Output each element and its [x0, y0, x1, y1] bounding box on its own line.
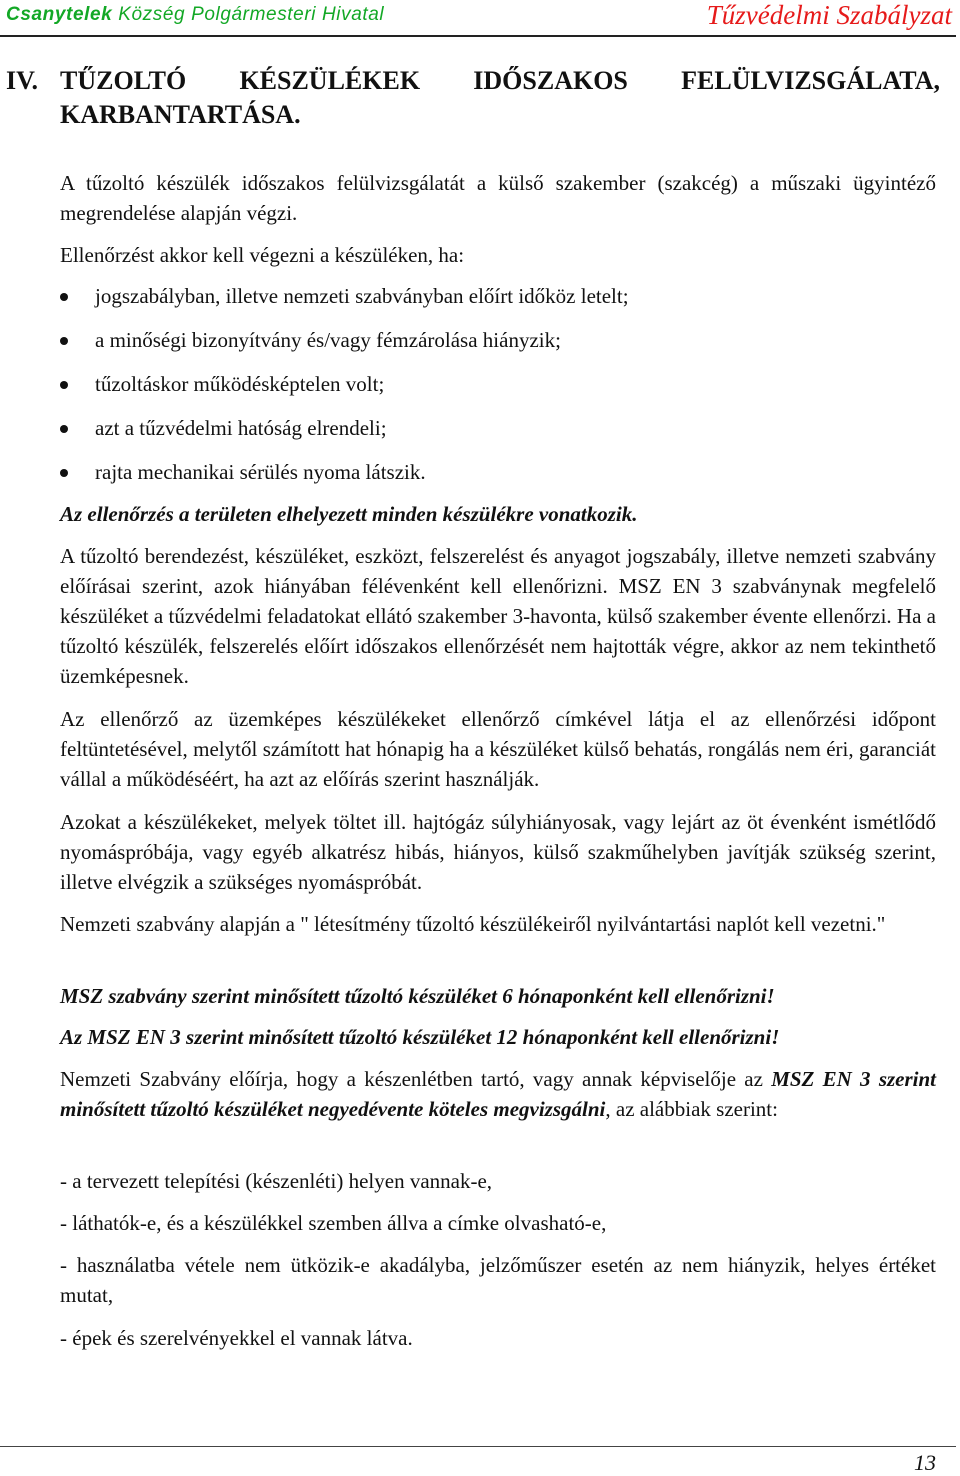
list-item-text: rajta mechanikai sérülés nyoma látszik. — [95, 460, 426, 484]
footer-divider — [0, 1446, 956, 1447]
paragraph-inspection-rules — [60, 541, 936, 691]
emphasis-msz — [60, 981, 936, 1011]
header-document-title: Tűzvédelmi Szabályzat — [706, 0, 952, 30]
bullet-icon — [60, 381, 68, 389]
dash-item-text: - a tervezett telepítési (készenléti) helyen vannak-e, — [60, 1169, 493, 1193]
section-title: TŰZOLTÓ KÉSZÜLÉKEK IDŐSZAKOS FELÜLVIZSGÁLATA, KARBANTARTÁSA. — [60, 66, 940, 129]
quarterly-post: , az alábbiak szerint: — [605, 1097, 778, 1121]
paragraph-logbook-text: Nemzeti szabvány alapján a " létesítmény tűzoltó készülékeiről nyilvántartási naplót kell vezetni." — [60, 912, 886, 936]
intro-text: A tűzoltó készülék időszakos felülvizsgálatát a külső szakember (szakcég) a műszaki ügyintéző megrendelése alapján végzi. — [60, 171, 936, 225]
paragraph-inspection-rules-text: A tűzoltó berendezést, készüléket, eszközt, felszerelést és anyagot jogszabály, illetve nemzeti szabvány előírásai szerint, azok hiányában félévenként kell ellenőrizni. MSZ EN 3 szabványnak megfelelő készüléket a tűzvédelmi feladatokat ellátó szakember 3-havonta, külső szakember évente ellenőrzi. Ha a tűzoltó készülék, felszerelés előírt időszakos ellenőrzését nem hajtották végre, akkor az nem tekinthető üzemképesnek. — [60, 544, 936, 688]
list-item-text: tűzoltáskor működésképtelen volt; — [95, 372, 385, 396]
list-item — [60, 413, 936, 457]
paragraph-logbook — [60, 909, 936, 939]
check-lead-text: Ellenőrzést akkor kell végezni a készüléken, ha: — [60, 243, 465, 267]
page-header — [0, 0, 960, 34]
emphasis-en3-text: Az MSZ EN 3 szerint minősített tűzoltó készüléket 12 hónaponként kell ellenőrizni! — [60, 1025, 780, 1049]
intro-paragraph — [60, 168, 936, 228]
dash-item-text: - használatba vétele nem ütközik-e akadályba, jelzőműszer esetén az nem hiányzik, helyes értéket mutat, — [60, 1253, 936, 1307]
paragraph-label-guarantee — [60, 704, 936, 794]
quarterly-emphasis: MSZ EN 3 szerint minősített tűzoltó készüléket negyedévente köteles megvizsgálni — [60, 1067, 937, 1121]
bullet-icon — [60, 469, 68, 477]
header-org-rest: Község Polgármesteri Hivatal — [112, 4, 385, 25]
emphasis-msz-text: MSZ szabvány szerint minősített tűzoltó készüléket 6 hónaponként kell ellenőrizni! — [60, 984, 775, 1008]
list-item — [60, 369, 936, 413]
header-organization — [6, 4, 384, 26]
bullet-icon — [60, 293, 68, 301]
dash-item — [60, 1250, 936, 1310]
paragraph-quarterly — [60, 1064, 936, 1124]
check-lead — [60, 240, 936, 270]
list-item — [60, 325, 936, 369]
section-number: IV. — [6, 66, 39, 95]
paragraph-repair — [60, 807, 936, 897]
dash-item — [60, 1166, 936, 1196]
page-number: 13 — [914, 1450, 936, 1475]
condition-list — [60, 281, 936, 501]
header-org-bold: Csanytelek — [6, 4, 113, 25]
dash-item-text: - láthatók-e, és a készülékkel szemben állva a címke olvasható-e, — [60, 1211, 607, 1235]
list-item-text: azt a tűzvédelmi hatóság elrendeli; — [95, 416, 387, 440]
dash-item-text: - épek és szerelvényekkel el vannak látva. — [60, 1326, 413, 1350]
paragraph-quarterly-text — [60, 1064, 936, 1124]
quarterly-pre: Nemzeti Szabvány előírja, hogy a készenlétben tartó, vagy annak képviselője az — [60, 1067, 772, 1091]
dash-item — [60, 1208, 936, 1238]
paragraph-repair-text: Azokat a készülékeket, melyek töltet ill. hajtógáz súlyhiányosak, vagy lejárt az öt évenként ismétlődő nyomáspróbája, vagy egyéb alkatrész hibás, hiányos, külső szakműhelyben javítják szükség szerint, illetve elvégzik a szükséges nyomáspróbát. — [60, 810, 936, 894]
emphasis-all-devices — [60, 499, 936, 529]
list-item — [60, 281, 936, 325]
dash-item — [60, 1323, 936, 1353]
list-item — [60, 457, 936, 501]
paragraph-label-guarantee-text: Az ellenőrző az üzemképes készülékeket ellenőrző címkével látja el az ellenőrzési időpont feltüntetésével, melytől számított hat hónapig ha a készüléket külső behatás, rongálás nem éri, garanciát vállal a működéséért, ha azt az előírás szerint használják. — [60, 707, 936, 791]
bullet-icon — [60, 337, 68, 345]
emphasis-en3 — [60, 1022, 936, 1052]
list-item-text: a minőségi bizonyítvány és/vagy fémzárolása hiányzik; — [95, 328, 561, 352]
header-divider — [0, 35, 956, 37]
bullet-icon — [60, 425, 68, 433]
list-item-text: jogszabályban, illetve nemzeti szabványban előírt időköz letelt; — [95, 284, 629, 308]
emphasis-all-devices-text: Az ellenőrzés a területen elhelyezett minden készülékre vonatkozik. — [60, 502, 638, 526]
